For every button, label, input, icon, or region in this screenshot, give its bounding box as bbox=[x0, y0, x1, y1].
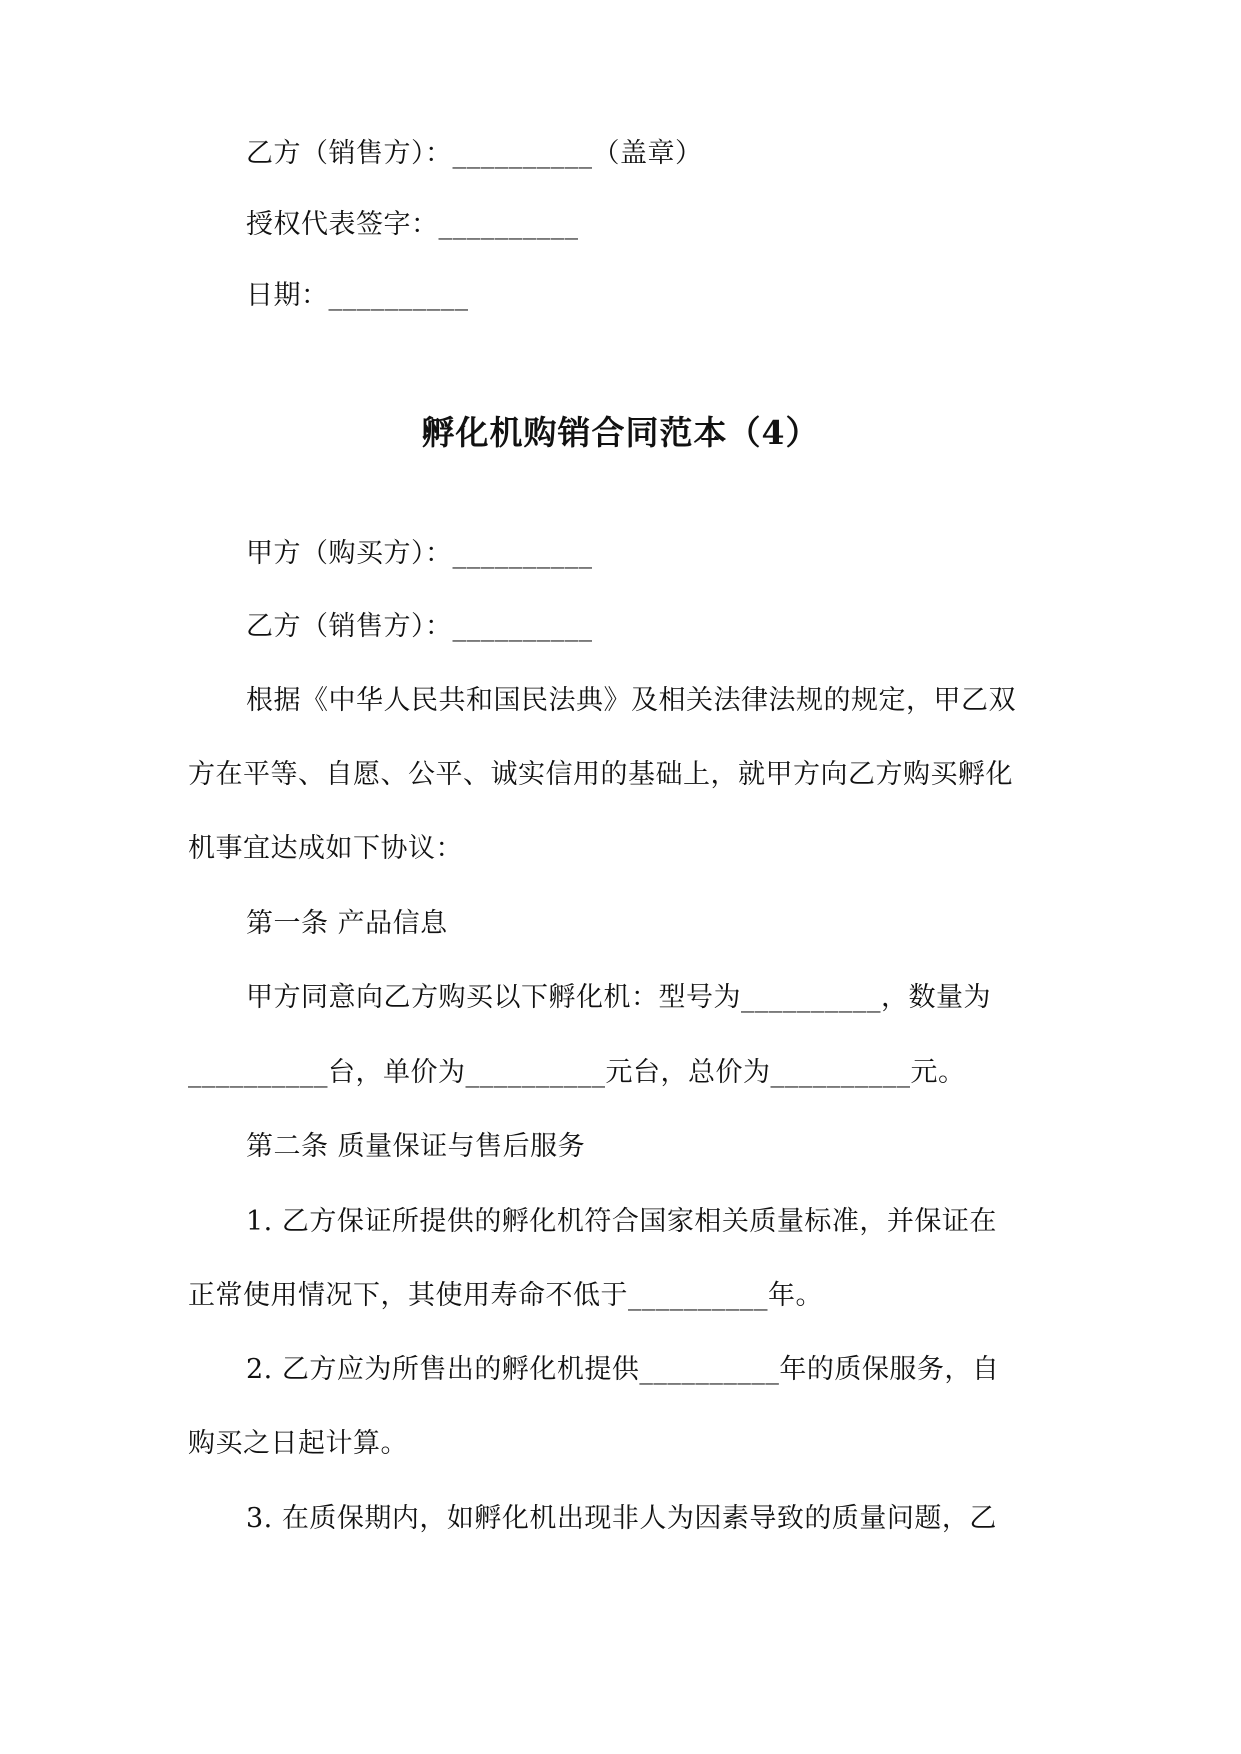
date-line: 日期：__________ bbox=[246, 280, 469, 311]
article1-line-1: 甲方同意向乙方购买以下孵化机：型号为__________，数量为 bbox=[246, 982, 991, 1013]
seller-line: 乙方（销售方）：__________ bbox=[246, 611, 593, 642]
article2-item2-line-1: 2. 乙方应为所售出的孵化机提供__________年的质保服务，自 bbox=[246, 1354, 1000, 1385]
article2-item2-line-2: 购买之日起计算。 bbox=[188, 1428, 408, 1459]
article1-line-2: __________台，单价为__________元台，总价为__________元。 bbox=[188, 1057, 966, 1088]
document-title: 孵化机购销合同范本（4） bbox=[421, 413, 820, 452]
article2-heading: 第二条 质量保证与售后服务 bbox=[246, 1131, 586, 1162]
representative-signature-line: 授权代表签字：__________ bbox=[246, 209, 579, 240]
preamble-line-1: 根据《中华人民共和国民法典》及相关法律法规的规定，甲乙双 bbox=[246, 685, 1016, 716]
preamble-line-2: 方在平等、自愿、公平、诚实信用的基础上，就甲方向乙方购买孵化 bbox=[188, 759, 1013, 790]
seller-seal-line: 乙方（销售方）：__________（盖章） bbox=[246, 138, 703, 169]
article2-item1-line-2: 正常使用情况下，其使用寿命不低于__________年。 bbox=[188, 1280, 823, 1311]
buyer-line: 甲方（购买方）：__________ bbox=[246, 538, 593, 569]
article2-item1-line-1: 1. 乙方保证所提供的孵化机符合国家相关质量标准，并保证在 bbox=[246, 1206, 997, 1237]
preamble-line-3: 机事宜达成如下协议： bbox=[188, 833, 463, 864]
article2-item3-line-1: 3. 在质保期内，如孵化机出现非人为因素导致的质量问题，乙 bbox=[246, 1503, 997, 1534]
article1-heading: 第一条 产品信息 bbox=[246, 908, 448, 939]
